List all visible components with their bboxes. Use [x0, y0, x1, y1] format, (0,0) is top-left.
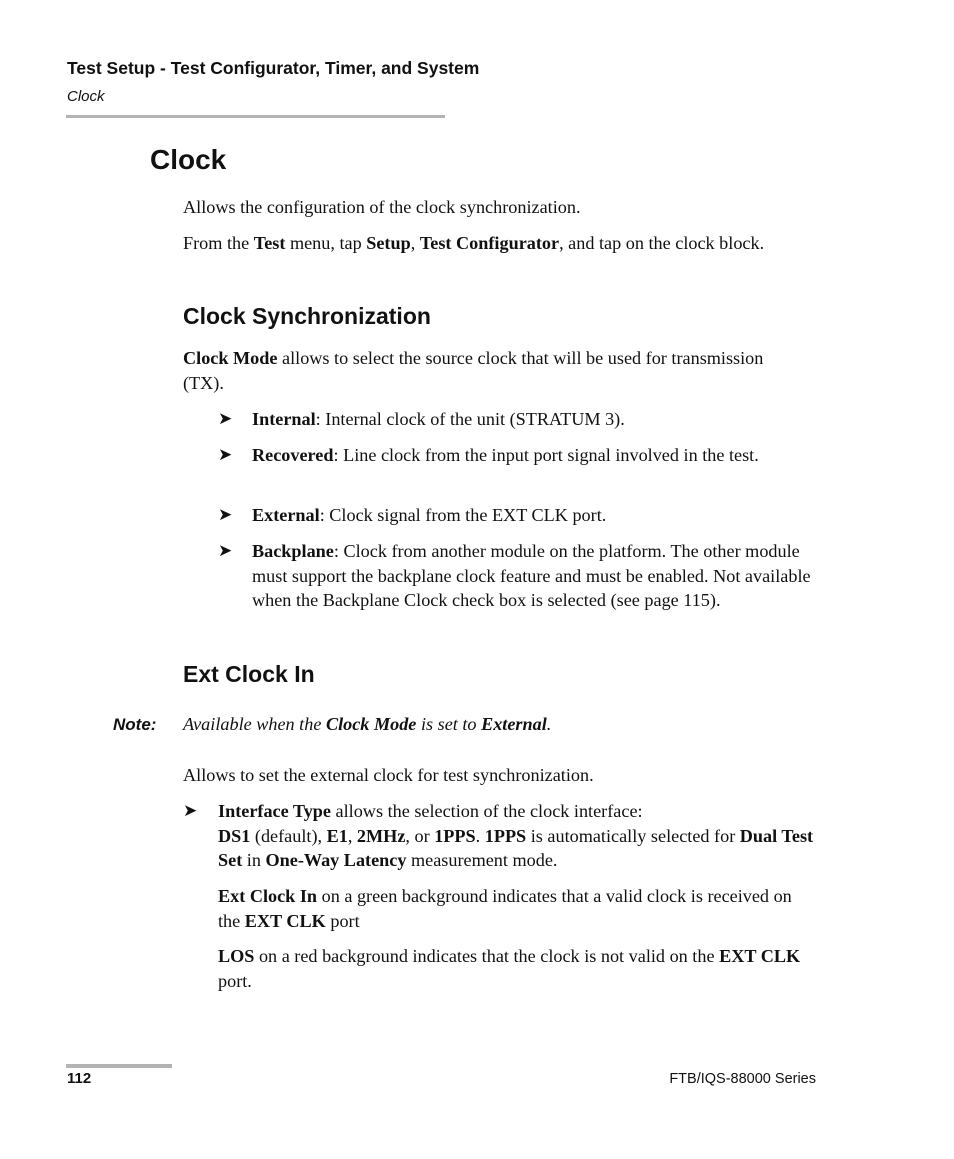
red-indicator-description: LOS on a red background indicates that the clock is not valid on the EXT CLK port. — [218, 946, 801, 991]
arrowhead-bullet-icon: ➤ — [218, 445, 233, 464]
note-text: Available when the Clock Mode is set to External. — [183, 714, 552, 734]
page-title: Clock — [150, 144, 227, 175]
running-header-title: Test Setup - Test Configurator, Timer, and System — [67, 58, 480, 78]
clock-sync-heading: Clock Synchronization — [183, 303, 431, 329]
arrowhead-bullet-icon: ➤ — [218, 409, 233, 428]
arrowhead-bullet-icon: ➤ — [183, 801, 198, 820]
interface-type-item: ➤ Interface Type allows the selection of the clock interface: DS1 (default), E1, 2MHz, or 1PPS. 1PPS is automatically selected for Dual Test Set in One-Way Latency measurement mode. — [183, 801, 814, 871]
arrowhead-bullet-icon: ➤ — [218, 505, 233, 524]
list-item: ➤ Internal: Internal clock of the unit (STRATUM 3). — [218, 407, 818, 432]
product-series: FTB/IQS-88000 Series — [669, 1071, 816, 1087]
note-label: Note: — [113, 715, 157, 734]
ext-clock-description: Allows to set the external clock for test synchronization. — [183, 765, 594, 785]
intro-instructions: From the Test menu, tap Setup, Test Configurator, and tap on the clock block. — [183, 233, 765, 253]
green-indicator-description: Ext Clock In on a green background indicates that a valid clock is received on the EXT CLK port — [218, 886, 792, 931]
clock-mode-description: Clock Mode allows to select the source clock that will be used for transmission (TX). — [183, 348, 764, 393]
list-item: ➤ Recovered: Line clock from the input port signal involved in the test. — [218, 443, 818, 468]
arrowhead-bullet-icon: ➤ — [218, 541, 233, 560]
footer-divider — [66, 1064, 172, 1068]
list-item: ➤ External: Clock signal from the EXT CLK port. — [218, 503, 818, 528]
list-item: ➤ Backplane: Clock from another module on the platform. The other module must support the backplane clock feature and must be enabled. Not available when the Backplane Clock check box is selected (see page 115). — [218, 541, 811, 611]
ext-clock-in-heading: Ext Clock In — [183, 661, 315, 687]
header-divider — [66, 115, 445, 118]
intro-paragraph: Allows the configuration of the clock synchronization. — [183, 197, 581, 217]
page-number: 112 — [67, 1070, 92, 1087]
running-header-section: Clock — [67, 88, 105, 105]
